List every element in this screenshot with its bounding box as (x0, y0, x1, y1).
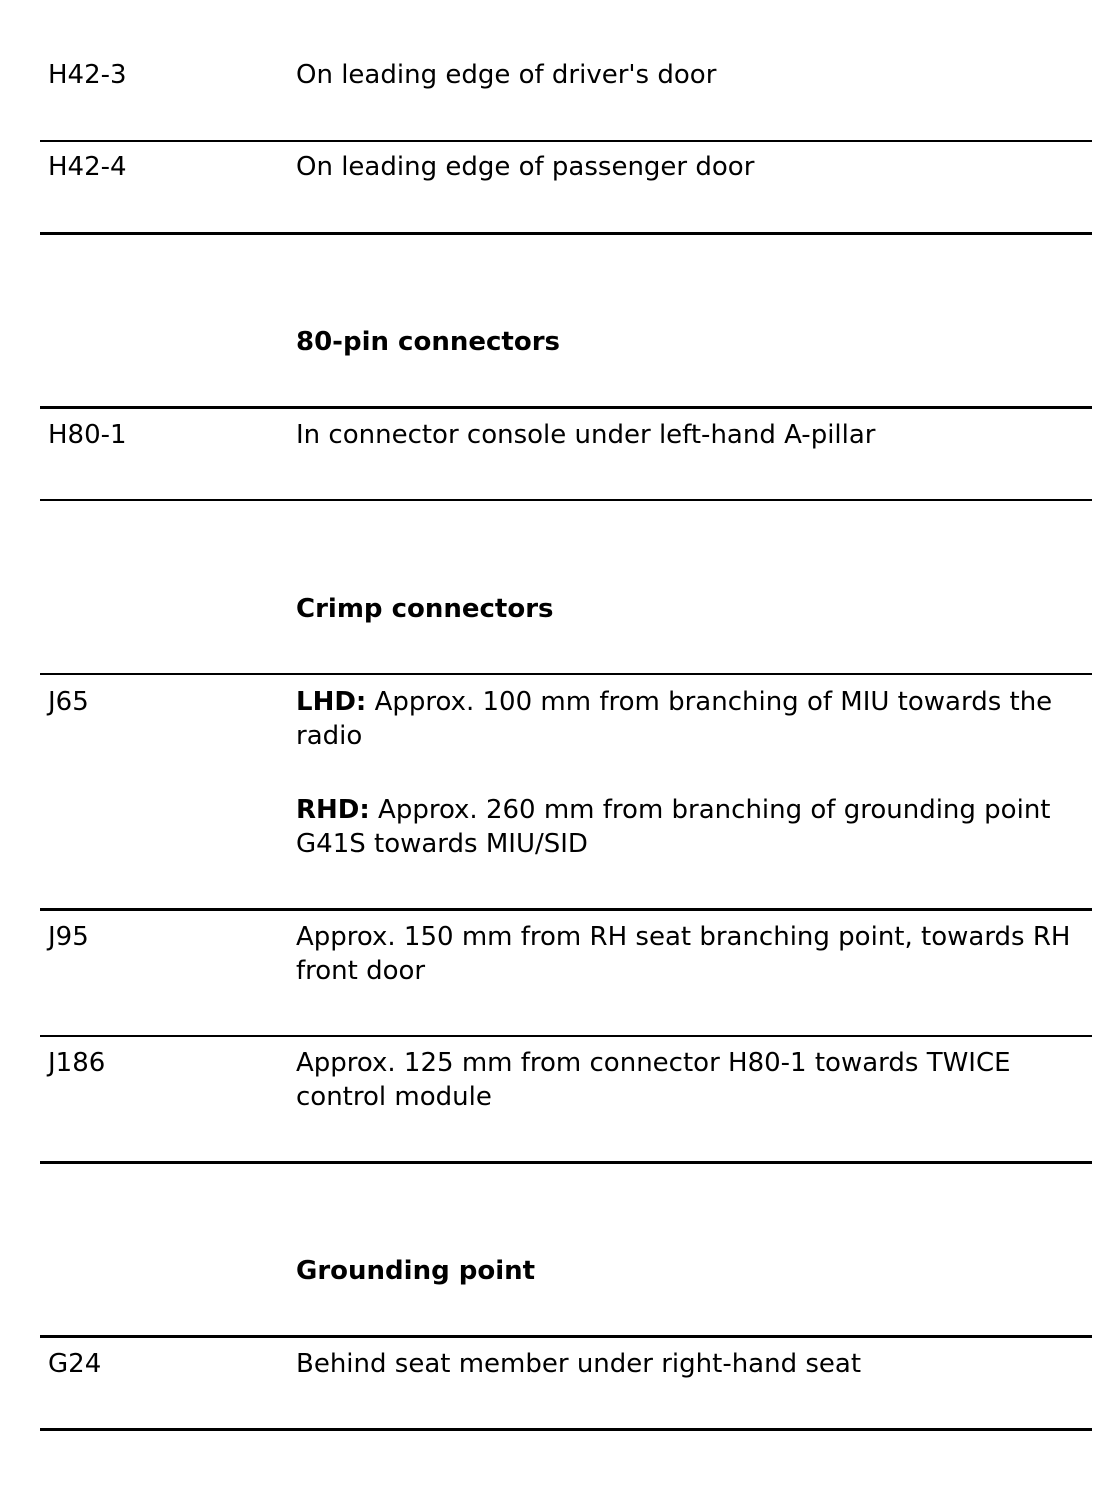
code-j186: J186 (48, 1048, 106, 1078)
row-divider (40, 908, 1092, 911)
section-divider (40, 1335, 1092, 1338)
heading-crimp-connectors: Crimp connectors (296, 594, 554, 624)
rhd-text: Approx. 260 mm from branching of grounding point G41S towards MIU/SID (296, 795, 1051, 859)
code-j95: J95 (48, 922, 89, 952)
lhd-text: Approx. 100 mm from branching of MIU towards the radio (296, 687, 1053, 751)
heading-80-pin-connectors: 80-pin connectors (296, 327, 560, 357)
section-divider (40, 1161, 1092, 1164)
desc-h42-4: On leading edge of passenger door (296, 152, 755, 182)
row-divider (40, 140, 1092, 142)
code-j65: J65 (48, 687, 89, 717)
section-divider (40, 406, 1092, 409)
section-divider (40, 232, 1092, 235)
desc-h80-1: In connector console under left-hand A-pillar (296, 420, 876, 450)
desc-j65-rhd (296, 793, 1096, 861)
code-g24: G24 (48, 1349, 102, 1379)
desc-j186: Approx. 125 mm from connector H80-1 towards TWICE control module (296, 1048, 1011, 1112)
lhd-label: LHD: (296, 687, 367, 717)
heading-grounding-point: Grounding point (296, 1256, 536, 1286)
row-divider (40, 1035, 1092, 1037)
desc-h42-3: On leading edge of driver's door (296, 60, 717, 90)
desc-j95: Approx. 150 mm from RH seat branching point, towards RH front door (296, 922, 1071, 986)
row-divider (40, 673, 1092, 675)
desc-j65-lhd (296, 685, 1096, 753)
rhd-label: RHD: (296, 795, 370, 825)
code-h42-4: H42-4 (48, 152, 127, 182)
code-h42-3: H42-3 (48, 60, 127, 90)
row-divider (40, 499, 1092, 501)
desc-g24: Behind seat member under right-hand seat (296, 1349, 862, 1379)
code-h80-1: H80-1 (48, 420, 127, 450)
section-divider (40, 1428, 1092, 1431)
